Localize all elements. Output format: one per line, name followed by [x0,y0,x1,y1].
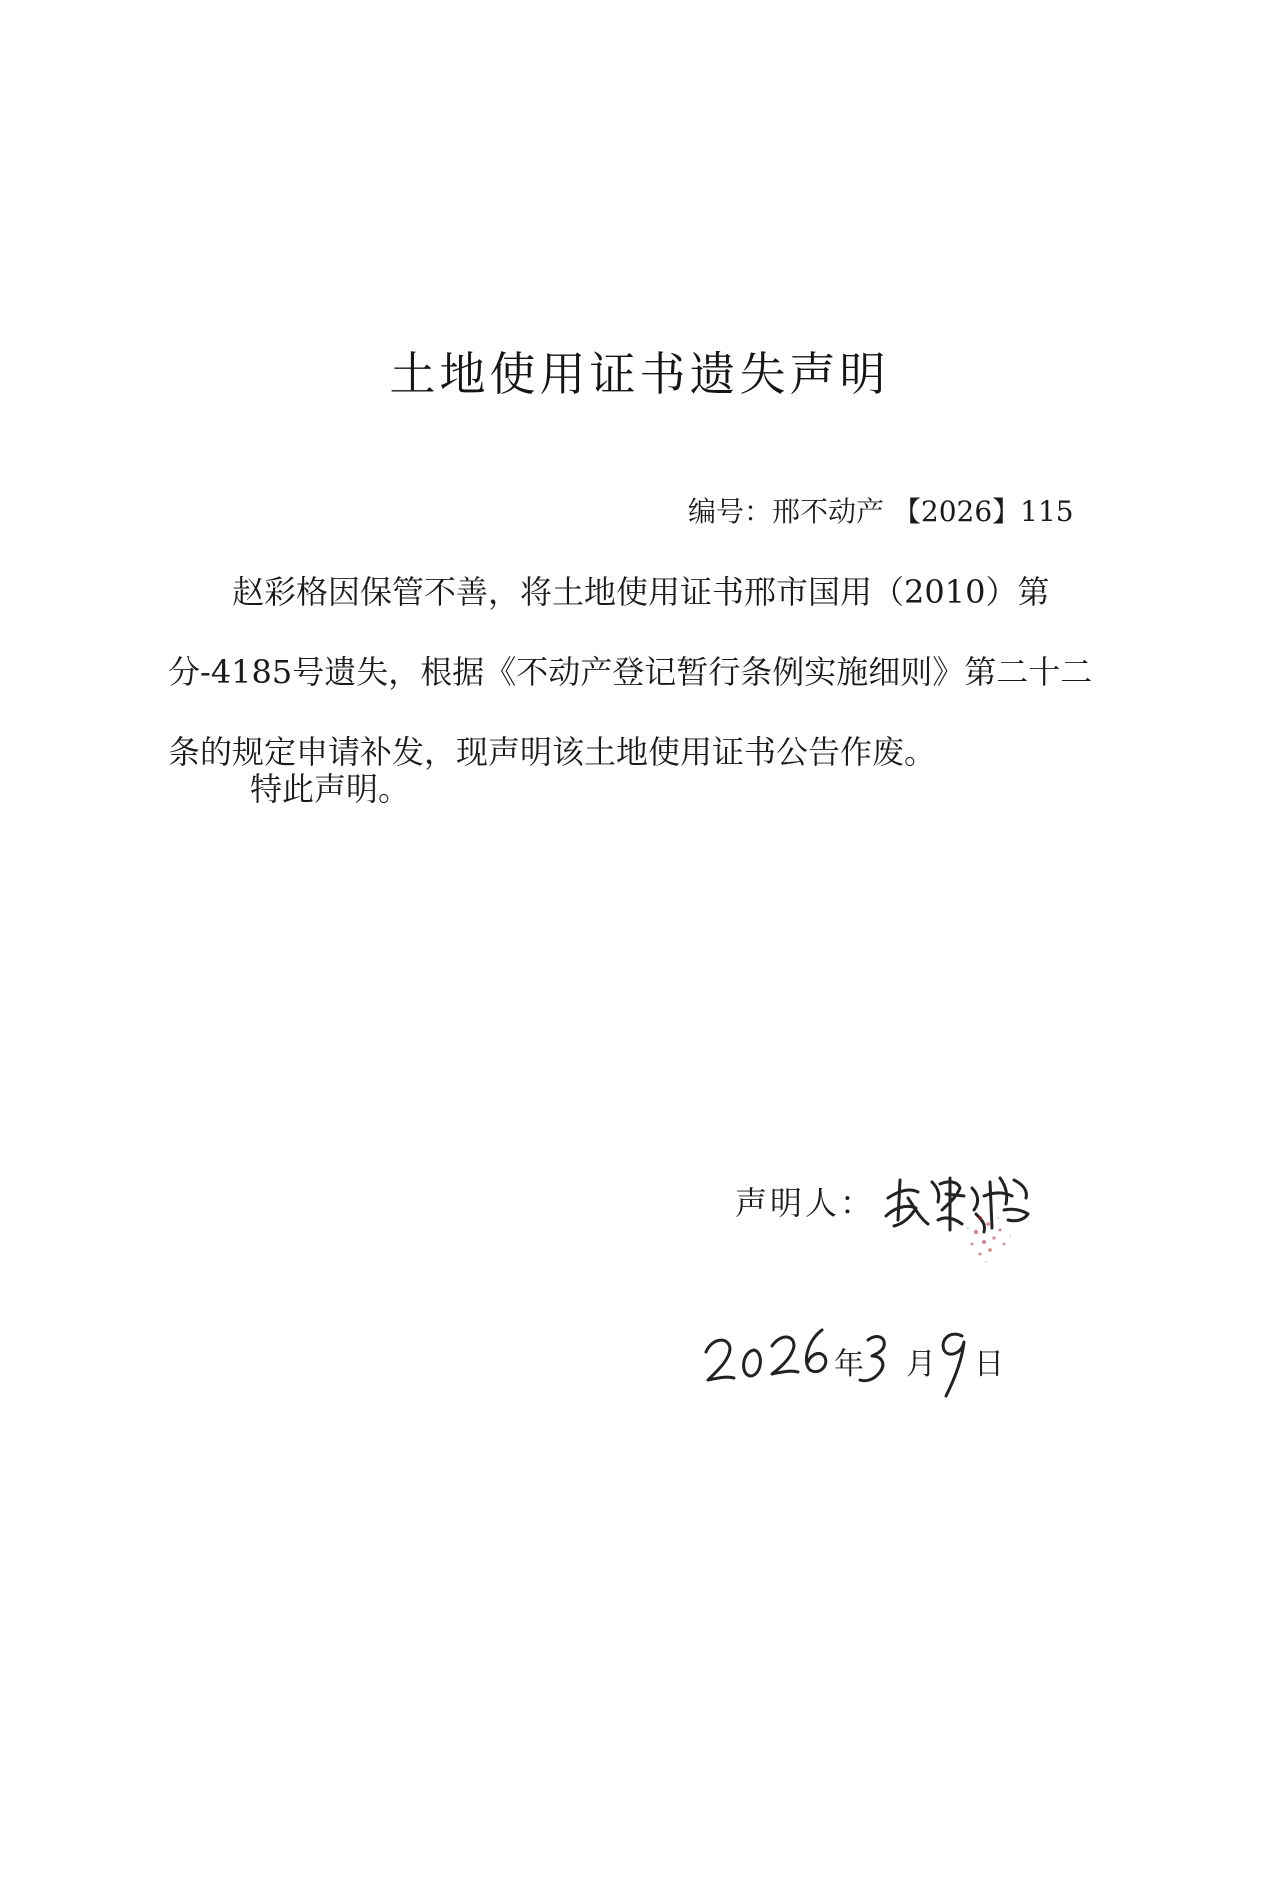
statement-body [168,552,1118,792]
handwritten-year [706,1330,826,1380]
month-label: 月 [906,1347,936,1382]
handwritten-day [943,1334,964,1396]
document-number: 编号：邢不动产 【2026】115 [688,495,1074,528]
handwritten-date [700,1300,1020,1410]
document-title: 土地使用证书遗失声明 [389,347,890,401]
declarant-label: 声明人： [735,1184,876,1222]
year-label: 年 [834,1347,864,1382]
handwritten-signature [880,1158,1040,1278]
statement-paragraph: 赵彩格因保管不善，将土地使用证书邢市国用（2010）第分-4185号遗失，根据《不动产登记暂行条例实施细则》第二十二条的规定申请补发，现声明该土地使用证书公告作废。 [168,573,1093,771]
closing-line: 特此声明。 [250,770,411,808]
day-label: 日 [974,1347,1004,1382]
